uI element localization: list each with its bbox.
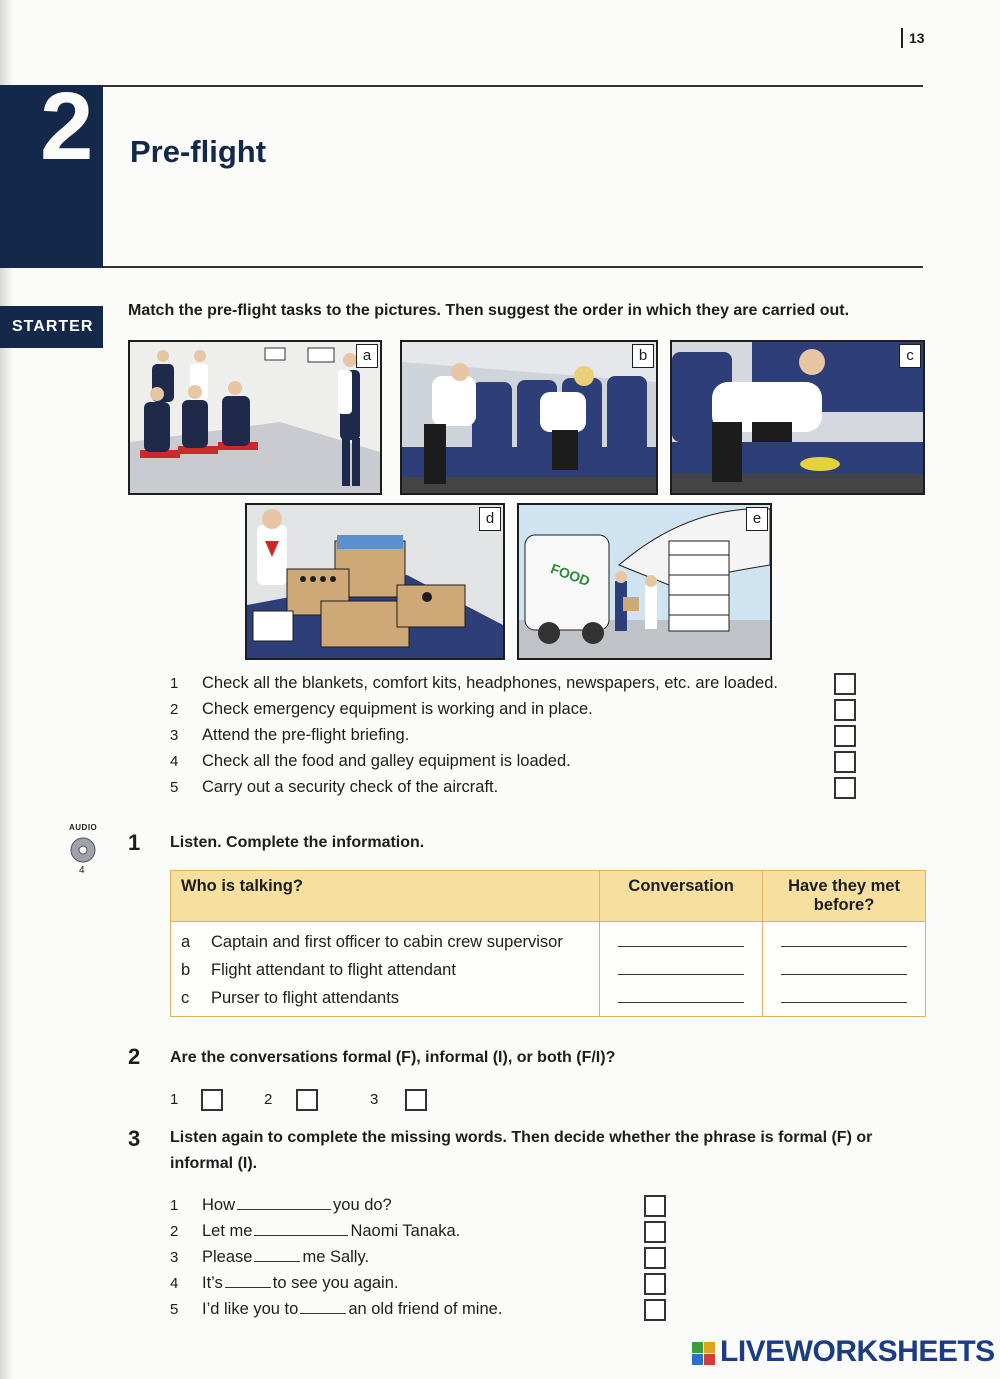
audio-label: AUDIO [69,823,98,832]
met-before-answer-c[interactable] [781,988,907,1003]
picture-label-c: c [899,344,921,368]
item-number: 4 [170,1275,179,1292]
row-letter: c [181,988,190,1007]
item-number: 4 [170,753,179,770]
item-text: Attend the pre-flight briefing. [202,726,410,744]
item-number: 3 [170,727,179,744]
picture-a [128,340,382,495]
phrase-start: Let me [202,1222,253,1240]
picture-d [245,503,505,660]
picture-label-b: b [632,344,654,368]
audio-track-number: 4 [79,865,85,876]
phrase-start: Please [202,1248,253,1266]
picture-label-e: e [746,507,768,531]
table-row [171,922,926,957]
item-text: Check all the blankets, comfort kits, headphones, newspapers, etc. are loaded. [202,674,778,692]
item-number: 1 [170,675,179,692]
item-text: Check all the food and galley equipment is loaded. [202,752,571,770]
list-item [170,670,870,696]
table-row [171,956,926,984]
conversation-answer-b[interactable] [618,960,744,975]
list-item [170,1296,630,1322]
page-number-divider [901,28,903,48]
item-number: 2 [170,1223,179,1240]
exercise-1-table [170,870,926,1017]
liveworksheets-logo-icon [692,1342,716,1371]
exercise-3-answer-box-5[interactable] [644,1299,666,1321]
phrase-start: How [202,1196,236,1214]
catering-van-illustration [519,505,770,658]
exercise-2-instruction: Are the conversations formal (F), informal (I), or both (F/I)? [170,1049,616,1066]
security-check-illustration [672,342,923,493]
phrase-end: Naomi Tanaka. [350,1222,461,1240]
table-header-who: Who is talking? [171,871,600,922]
list-item [170,1192,630,1218]
phrase-end: me Sally. [302,1248,370,1266]
exercise-1-instruction: Listen. Complete the information. [170,834,425,851]
picture-label-d: d [479,507,501,531]
picture-label-a: a [356,344,378,368]
exercise-3-number: 3 [128,1126,141,1151]
phrase-start: I’d like you to [202,1300,299,1318]
list-item [170,722,870,748]
header-top-rule [103,85,923,87]
exercise-2-item-2-number: 2 [264,1091,273,1108]
gap-answer-4[interactable] [225,1273,271,1288]
item-number: 5 [170,779,179,796]
comfort-kits-illustration [247,505,503,658]
briefing-illustration [130,342,380,493]
met-before-answer-a[interactable] [781,932,907,947]
starter-task-list [170,670,870,800]
list-item [170,748,870,774]
list-item [170,1270,630,1296]
exercise-2-answer-box-1[interactable] [201,1089,223,1111]
list-item [170,1244,630,1270]
exercise-3-list [170,1192,630,1322]
gap-answer-1[interactable] [237,1195,331,1210]
exercise-3-answer-box-3[interactable] [644,1247,666,1269]
item-text: Check emergency equipment is working and in place. [202,700,593,718]
table-row [171,984,926,1017]
row-letter: a [181,932,191,951]
exercise-2-answer-box-3[interactable] [405,1089,427,1111]
table-header-conversation: Conversation [600,871,763,922]
conversation-answer-c[interactable] [618,988,744,1003]
picture-c [670,340,925,495]
starter-answer-box-2[interactable] [834,699,856,721]
list-item [170,1218,630,1244]
phrase-end: to see you again. [272,1274,399,1292]
exercise-2-number: 2 [128,1044,141,1069]
header-bottom-rule [103,266,923,268]
phrase-end: you do? [333,1196,392,1214]
exercise-3-answer-box-1[interactable] [644,1195,666,1217]
row-text: Captain and first officer to cabin crew supervisor [211,932,563,951]
phrase-start: It’s [202,1274,223,1292]
unit-number: 2 [40,73,90,180]
row-text: Purser to flight attendants [211,988,400,1007]
item-number: 5 [170,1301,179,1318]
row-letter: b [181,960,191,979]
list-item [170,774,870,800]
picture-e [517,503,772,660]
unit-title: Pre-flight [130,134,267,169]
gap-answer-2[interactable] [254,1221,348,1236]
phrase-end: an old friend of mine. [348,1300,503,1318]
item-number: 3 [170,1249,179,1266]
gap-answer-5[interactable] [300,1299,346,1314]
item-text: Carry out a security check of the aircraft. [202,778,499,796]
starter-answer-box-4[interactable] [834,751,856,773]
table-header-met-before: Have they met before? [763,871,926,922]
page-number: 13 [909,30,925,46]
exercise-2-item-3-number: 3 [370,1091,379,1108]
item-number: 1 [170,1197,179,1214]
gap-answer-3[interactable] [254,1247,300,1262]
row-text: Flight attendant to flight attendant [211,960,456,979]
starter-tag: STARTER [0,306,103,348]
met-before-answer-b[interactable] [781,960,907,975]
exercise-3-answer-box-2[interactable] [644,1221,666,1243]
exercise-3-answer-box-4[interactable] [644,1273,666,1295]
exercise-3-instruction-line-1: Listen again to complete the missing words. Then decide whether the phrase is formal (F) or [170,1129,873,1146]
starter-answer-box-5[interactable] [834,777,856,799]
starter-answer-box-3[interactable] [834,725,856,747]
van-food-text: FOOD [548,560,593,590]
cabin-seats-illustration [402,342,656,493]
starter-answer-box-1[interactable] [834,673,856,695]
exercise-1-number: 1 [128,830,141,855]
item-number: 2 [170,701,179,718]
exercise-2-answer-box-2[interactable] [296,1089,318,1111]
exercise-3-instruction-line-2: informal (I). [170,1155,258,1172]
picture-b [400,340,658,495]
exercise-2-item-1-number: 1 [170,1091,179,1108]
conversation-answer-a[interactable] [618,932,744,947]
starter-instruction: Match the pre-flight tasks to the pictures. Then suggest the order in which they are carried out. [128,302,850,319]
liveworksheets-brand: LIVEWORKSHEETS [720,1335,995,1368]
list-item [170,696,870,722]
audio-cd-icon[interactable] [70,837,96,868]
